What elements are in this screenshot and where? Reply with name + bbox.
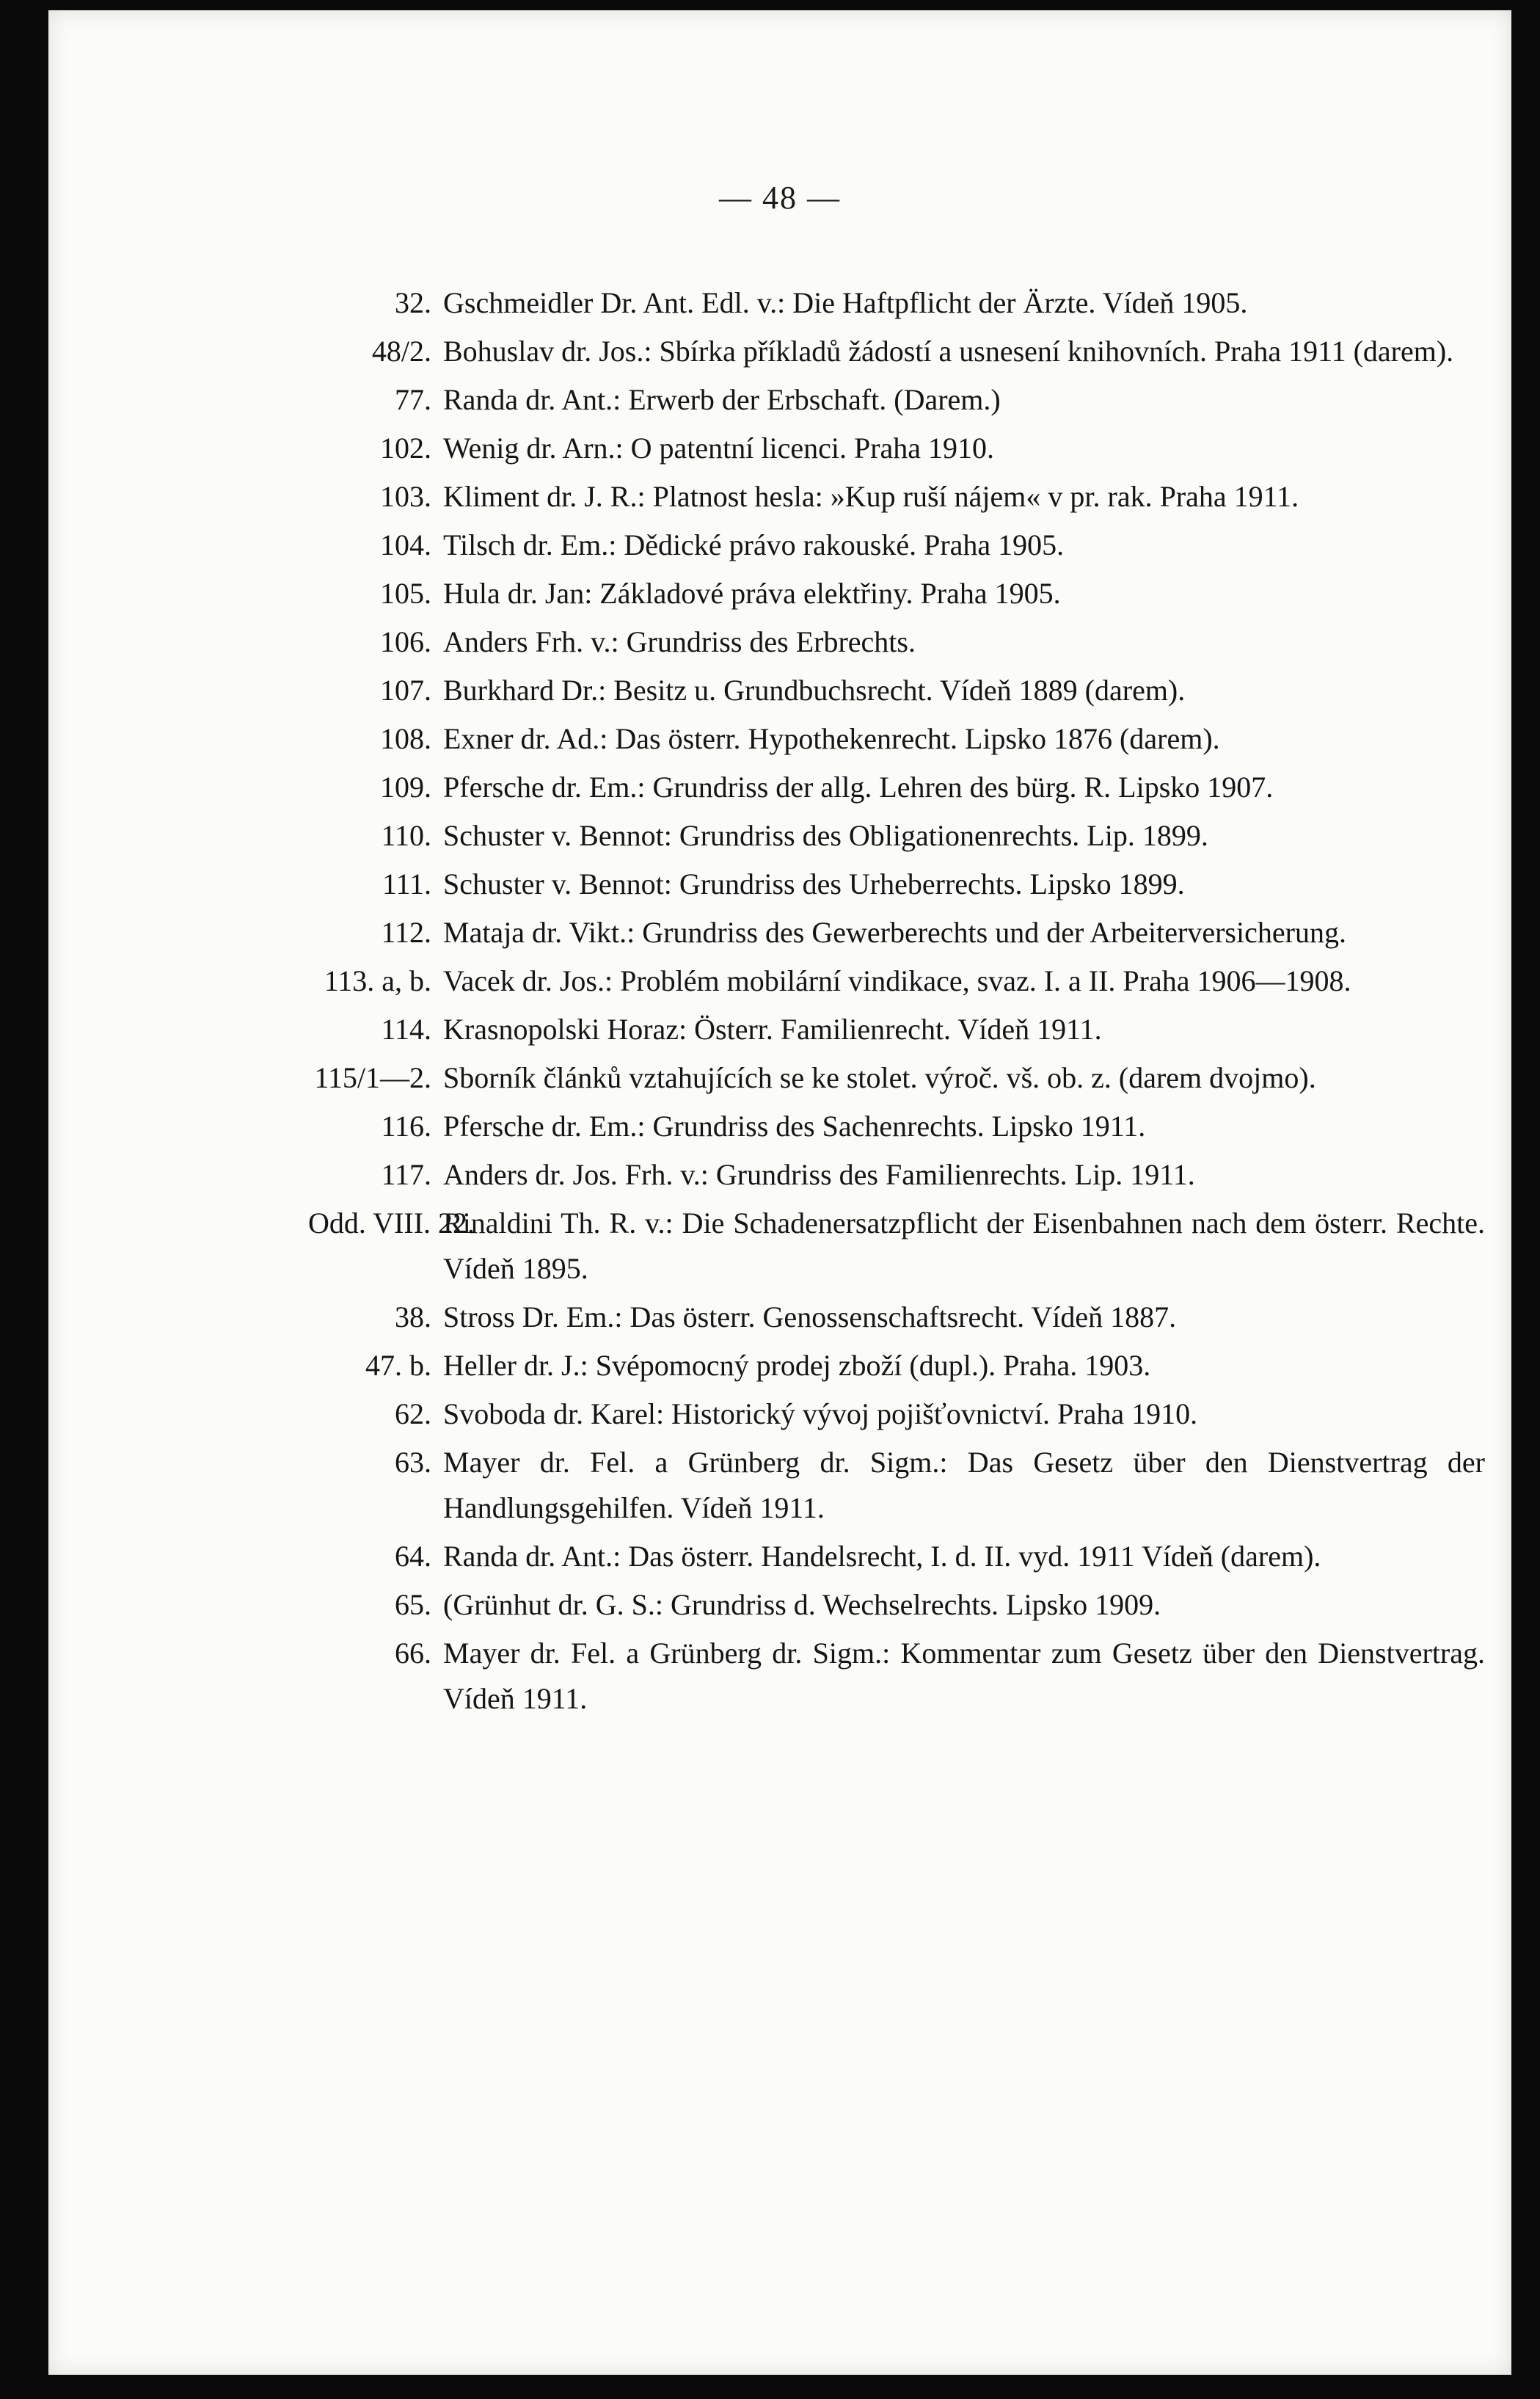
catalog-entry [320,1582,1485,1628]
catalog-entry [320,958,1485,1004]
catalog-entry [320,1631,1485,1722]
catalog-entry [320,765,1485,810]
entry-text: Rinaldini Th. R. v.: Die Schadenersatzpflicht der Eisenbahnen nach dem österr. Rechte. Vídeň 1895. [443,1206,1485,1285]
entry-number: 64. [395,1540,431,1573]
catalog-entry [320,668,1485,713]
entry-number: 38. [395,1300,431,1333]
catalog-entry [320,1295,1485,1340]
catalog-entry [320,1534,1485,1579]
entry-text: Heller dr. J.: Svépomocný prodej zboží (dupl.). Praha. 1903. [443,1349,1151,1382]
entry-number: 66. [395,1637,431,1670]
catalog-entry [320,1440,1485,1531]
entry-text: Pfersche dr. Em.: Grundriss des Sachenrechts. Lipsko 1911. [443,1110,1146,1143]
entry-text: Gschmeidler Dr. Ant. Edl. v.: Die Haftpflicht der Ärzte. Vídeň 1905. [443,286,1248,319]
entry-text: Hula dr. Jan: Základové práva elektřiny. Praha 1905. [443,577,1061,610]
entry-number: 108. [380,722,431,755]
entry-number: 115/1—2. [314,1061,431,1094]
entry-number: 117. [381,1158,431,1191]
entry-text: Bohuslav dr. Jos.: Sbírka příkladů žádostí a usnesení knihovních. Praha 1911 (darem). [443,335,1454,368]
entry-text: Svoboda dr. Karel: Historický vývoj pojišťovnictví. Praha 1910. [443,1397,1198,1430]
catalog-entry [320,1152,1485,1198]
entry-number: 112. [381,916,431,949]
entry-number: 65. [395,1588,431,1621]
entry-text: Wenig dr. Arn.: O patentní licenci. Praha 1910. [443,432,995,465]
entry-text: Vacek dr. Jos.: Problém mobilární vindikace, svaz. I. a II. Praha 1906—1908. [443,964,1351,997]
catalog-entry [320,377,1485,423]
catalog-entry [320,571,1485,616]
catalog-entry [308,1201,1485,1292]
entry-number: 63. [395,1446,431,1479]
entry-text: Exner dr. Ad.: Das österr. Hypothekenrecht. Lipsko 1876 (darem). [443,722,1220,755]
entry-number: 113. a, b. [324,964,431,997]
entry-text: Randa dr. Ant.: Erwerb der Erbschaft. (Darem.) [443,383,1001,416]
catalog-entry [320,329,1485,374]
entry-number: 110. [381,819,431,852]
entry-text: Mayer dr. Fel. a Grünberg dr. Sigm.: Kommentar zum Gesetz über den Dienstvertrag. Vídeň 1911. [443,1637,1485,1715]
catalog-entry [320,1343,1485,1388]
entry-text: Randa dr. Ant.: Das österr. Handelsrecht, I. d. II. vyd. 1911 Vídeň (darem). [443,1540,1321,1573]
catalog-entry [320,619,1485,665]
entry-text: Sborník článků vztahujících se ke stolet. výroč. vš. ob. z. (darem dvojmo). [443,1061,1316,1094]
entry-text: Tilsch dr. Em.: Dědické právo rakouské. Praha 1905. [443,528,1065,561]
entry-number: 47. b. [365,1349,431,1382]
entry-number: 106. [380,625,431,658]
entry-text: Anders dr. Jos. Frh. v.: Grundriss des Familienrechts. Lip. 1911. [443,1158,1195,1191]
catalog-list [308,280,1485,1725]
entry-text: Schuster v. Bennot: Grundriss des Obligationenrechts. Lip. 1899. [443,819,1208,852]
entry-number: 116. [381,1110,431,1143]
entry-text: Kliment dr. J. R.: Platnost hesla: »Kup ruší nájem« v pr. rak. Praha 1911. [443,480,1299,513]
document-page [48,10,1511,2375]
entry-text: (Grünhut dr. G. S.: Grundriss d. Wechselrechts. Lipsko 1909. [443,1588,1161,1621]
entry-number: Odd. VIII. 22. [308,1206,475,1239]
catalog-entry [320,716,1485,762]
entry-text: Mayer dr. Fel. a Grünberg dr. Sigm.: Das Gesetz über den Dienstvertrag der Handlungsgehilfen. Vídeň 1911. [443,1446,1485,1524]
catalog-entry [314,1055,1485,1101]
entry-text: Mataja dr. Vikt.: Grundriss des Gewerberechts und der Arbeiterversicherung. [443,916,1346,949]
catalog-entry [320,910,1485,955]
entry-text: Krasnopolski Horaz: Österr. Familienrecht. Vídeň 1911. [443,1013,1102,1046]
entry-number: 105. [380,577,431,610]
entry-number: 109. [380,771,431,804]
catalog-entry [320,1391,1485,1437]
entry-number: 48/2. [371,335,431,368]
catalog-entry [320,862,1485,907]
entry-text: Anders Frh. v.: Grundriss des Erbrechts. [443,625,916,658]
catalog-entry [320,1104,1485,1149]
entry-number: 77. [395,383,431,416]
catalog-entry [320,813,1485,859]
catalog-entry [320,426,1485,471]
catalog-entry [320,474,1485,520]
entry-number: 62. [395,1397,431,1430]
entry-text: Pfersche dr. Em.: Grundriss der allg. Lehren des bürg. R. Lipsko 1907. [443,771,1274,804]
entry-number: 32. [395,286,431,319]
entry-text: Burkhard Dr.: Besitz u. Grundbuchsrecht. Vídeň 1889 (darem). [443,674,1186,707]
entry-number: 102. [380,432,431,465]
catalog-entry [320,280,1485,326]
entry-number: 107. [380,674,431,707]
entry-number: 104. [380,528,431,561]
entry-text: Schuster v. Bennot: Grundriss des Urheberrechts. Lipsko 1899. [443,867,1185,900]
entry-number: 103. [380,480,431,513]
entry-number: 114. [381,1013,431,1046]
entry-text: Stross Dr. Em.: Das österr. Genossenschaftsrecht. Vídeň 1887. [443,1300,1177,1333]
catalog-entry [320,523,1485,568]
catalog-entry [320,1007,1485,1052]
entry-number: 111. [382,867,431,900]
page-number: — 48 — [719,180,841,216]
